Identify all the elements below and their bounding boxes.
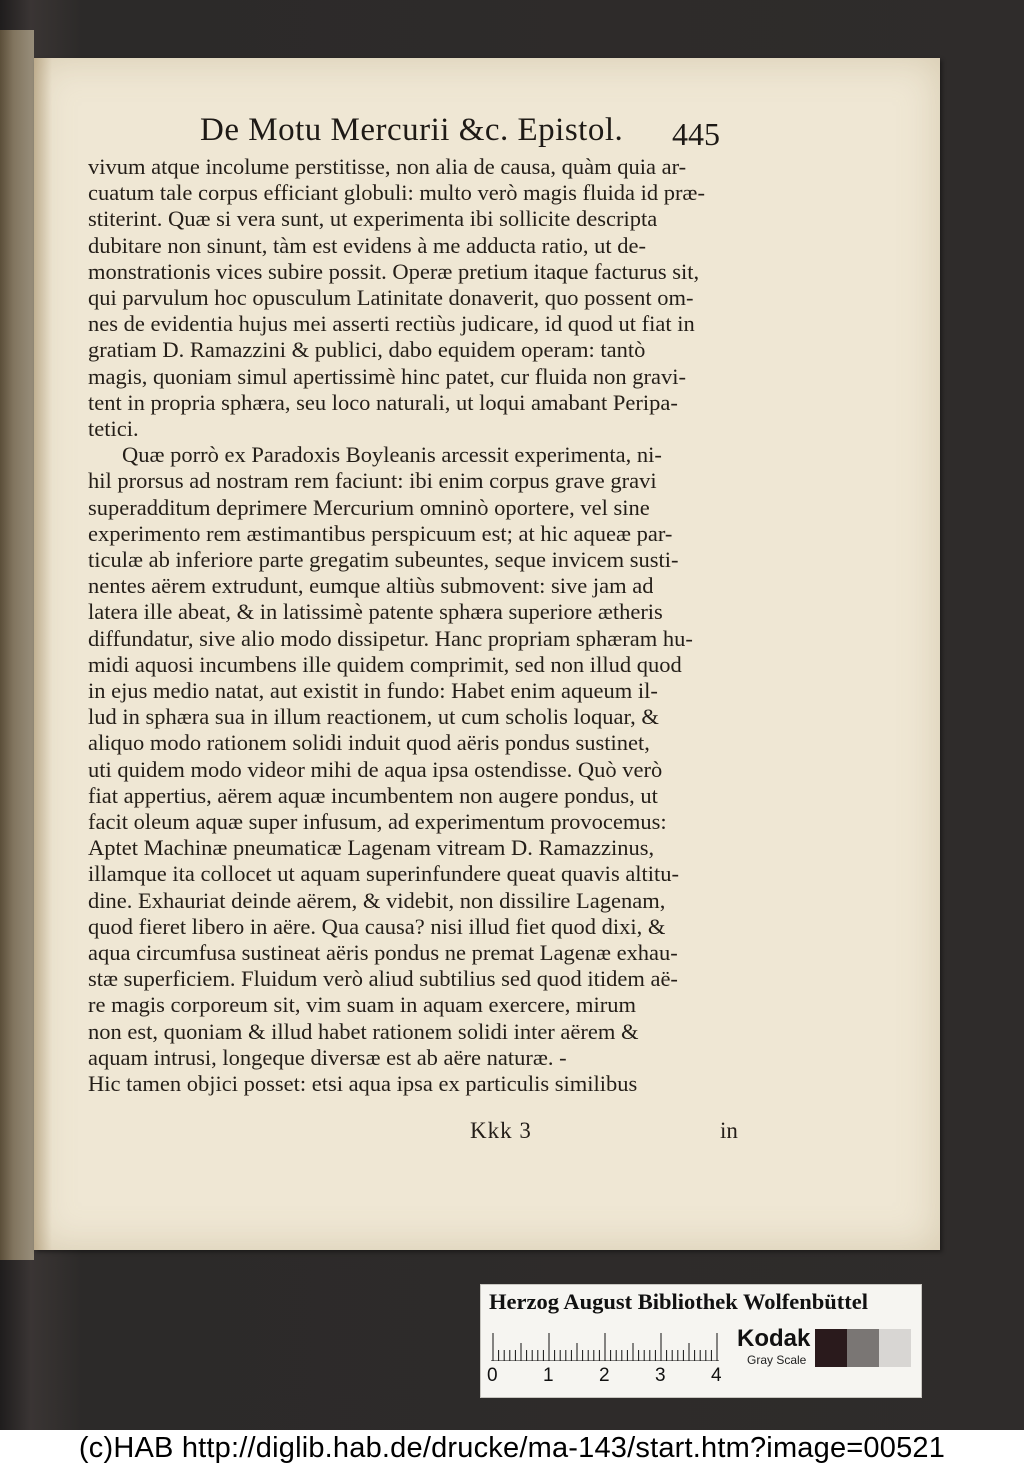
signature-mark: Kkk 3	[470, 1118, 532, 1143]
text-line: diffundatur, sive alio modo dissipetur. Hanc propriam sphæram hu-	[88, 625, 693, 651]
preceding-page-edge	[0, 30, 34, 1260]
scale-ruler	[491, 1327, 723, 1361]
footer-url[interactable]: (c)HAB http://diglib.hab.de/drucke/ma-143/start.htm?image=00521	[78, 1432, 946, 1464]
ruler-number: 2	[599, 1365, 610, 1386]
gray-scale-patches	[815, 1329, 911, 1367]
gray-patch	[815, 1329, 847, 1367]
gray-scale-label: Gray Scale	[747, 1353, 807, 1367]
text-line: fiat appertius, aërem aquæ incumbentem non augere pondus, ut	[88, 782, 658, 808]
text-line: facit oleum aquæ super infusum, ad experimentum provocemus:	[88, 809, 667, 834]
text-line: gratiam D. Ramazzini & publici, dabo equidem operam: tantò	[88, 337, 646, 363]
library-color-card	[480, 1284, 922, 1398]
text-line: midi aquosi incumbens ille quidem comprimit, sed non illud quod	[88, 651, 682, 677]
catchword: in	[720, 1118, 738, 1143]
kodak-logo: Kodak	[737, 1325, 811, 1352]
text-line: ticulæ ab inferiore parte gregatim subeuntes, seque invicem susti-	[88, 547, 679, 572]
text-line: aquam intrusi, longeque diversæ est ab aëre naturæ. -	[88, 1044, 567, 1070]
text-line: tent in propria sphæra, seu loco naturali, ut loqui amabant Peripa-	[88, 389, 678, 415]
text-line: dine. Exhauriat deinde aërem, & videbit, non dissilire Lagenam,	[88, 887, 666, 913]
ruler-number: 1	[543, 1365, 554, 1386]
text-line: nes de evidentia hujus mei asserti rectiùs judicare, id quod ut fiat in	[88, 311, 695, 337]
ruler-labels	[487, 1365, 727, 1389]
text-line: in ejus medio natat, aut existit in fundo: Habet enim aqueum il-	[88, 678, 658, 703]
running-header-title: De Motu Mercurii &c. Epistol.	[200, 112, 624, 148]
gray-patch	[847, 1329, 879, 1367]
text-line: aqua circumfusa sustineat aëris pondus ne premat Lagenæ exhau-	[88, 940, 678, 965]
ruler-number: 3	[655, 1365, 666, 1386]
page-gutter-shadow	[34, 58, 52, 1250]
text-line: uti quidem modo videor mihi de aqua ipsa ostendisse. Quò verò	[88, 756, 663, 782]
text-line: nentes aërem extrudunt, eumque altiùs submovent: sive jam ad	[88, 573, 654, 599]
text-line: latera ille abeat, & in latissimè patente sphæra superiore ætheris	[88, 599, 663, 625]
text-line: Quæ porrò ex Paradoxis Boyleanis arcessit experimenta, ni-	[122, 442, 662, 468]
text-line: lud in sphæra sua in illum reactionem, ut cum scholis loquar, &	[88, 704, 659, 730]
text-line: re magis corporeum sit, vim suam in aquam exercere, mirum	[88, 992, 636, 1018]
text-line: hil prorsus ad nostram rem faciunt: ibi enim corpus grave gravi	[88, 468, 657, 494]
text-line: illamque ita collocet ut aquam superinfundere queat quavis altitu-	[88, 861, 680, 887]
text-line: tetici.	[88, 416, 139, 441]
library-name: Herzog August Bibliothek Wolfenbüttel	[489, 1289, 868, 1314]
text-line: aliquo modo rationem solidi induit quod aëris pondus sustinet,	[88, 730, 650, 756]
gray-patch	[879, 1329, 911, 1367]
text-line: Aptet Machinæ pneumaticæ Lagenam vitream D. Ramazzinus,	[88, 835, 655, 861]
text-line: Hic tamen objici posset: etsi aqua ipsa ex particulis similibus	[88, 1071, 638, 1096]
text-line: monstrationis vices subire possit. Operæ pretium itaque facturus sit,	[88, 258, 700, 284]
text-line: vivum atque incolume perstitisse, non alia de causa, quàm quia ar-	[88, 154, 687, 179]
ruler-number: 0	[487, 1365, 498, 1386]
text-line: cuatum tale corpus efficiant globuli: multo verò magis fluida id præ-	[88, 180, 705, 206]
text-line: quod fieret libero in aëre. Qua causa? nisi illud fiet quod dixi, &	[88, 913, 666, 939]
page-number: 445	[672, 116, 720, 152]
text-line: non est, quoniam & illud habet rationem solidi inter aërem &	[88, 1018, 639, 1044]
text-line: superadditum deprimere Mercurium omninò oportere, vel sine	[88, 494, 650, 520]
text-line: dubitare non sinunt, tàm est evidens à me adducta ratio, ut de-	[88, 232, 646, 258]
text-line: magis, quoniam simul apertissimè hinc patet, cur fluida non gravi-	[88, 363, 686, 389]
text-line: stæ superficiem. Fluidum verò aliud subtilius sed quod itidem aë-	[88, 966, 678, 992]
text-line: qui parvulum hoc opusculum Latinitate donaverit, quo possent om-	[88, 285, 694, 310]
text-line: stiterint. Quæ si vera sunt, ut experimenta ibi sollicite descripta	[88, 206, 658, 232]
ruler-number: 4	[711, 1365, 722, 1386]
text-line: experimento rem æstimantibus perspicuum est; at hic aqueæ par-	[88, 520, 673, 546]
